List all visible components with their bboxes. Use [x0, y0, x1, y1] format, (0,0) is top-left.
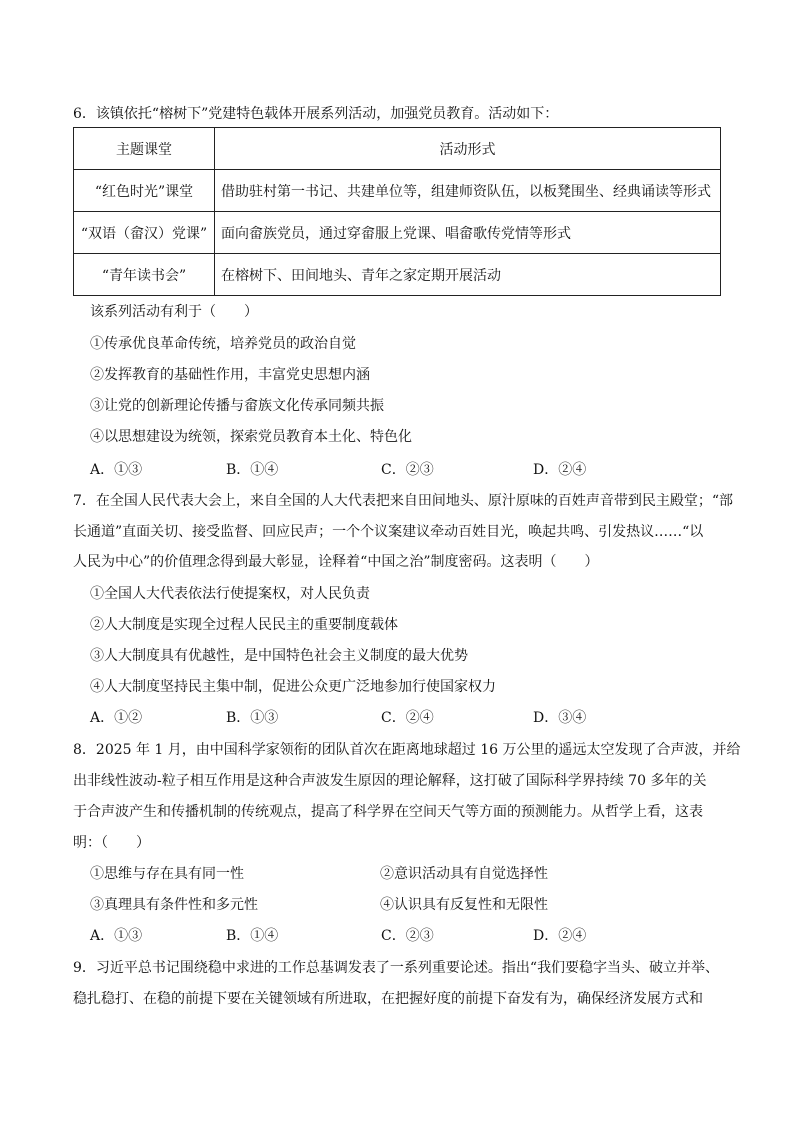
- q7-item: ②人大制度是实现全过程人民民主的重要制度载体: [90, 617, 398, 633]
- q8-item: ①思维与存在具有同一性: [90, 866, 244, 882]
- table-header-row: [74, 128, 721, 170]
- table-cell: “双语（畲汉）党课”: [74, 212, 215, 254]
- table-row: [74, 254, 721, 296]
- q9-stem-line: 稳扎稳打、在稳的前提下要在关键领域有所进取，在把握好度的前提下奋发有为，确保经济发展方式和: [73, 991, 703, 1007]
- q6-item: ②发挥教育的基础性作用，丰富党史思想内涵: [90, 367, 370, 383]
- q6-stem: 6．该镇依托“榕树下”党建特色载体开展系列活动，加强党员教育。活动如下：: [73, 106, 559, 122]
- q6-item: ④以思想建设为统领，探索党员教育本土化、特色化: [90, 429, 412, 445]
- q8-stem-line: 出非线性波动-粒子相互作用是这种合声波发生原因的理论解释，这打破了国际科学界持续 70 多年的关: [73, 773, 707, 789]
- q6-option-d[interactable]: D．②④: [533, 462, 587, 478]
- q6-item: ①传承优良革命传统，培养党员的政治自觉: [90, 336, 356, 352]
- q7-option-a[interactable]: A．①②: [90, 710, 143, 726]
- q6-option-a[interactable]: A．①③: [90, 462, 143, 478]
- table-cell: 在榕树下、田间地头、青年之家定期开展活动: [215, 254, 721, 296]
- q6-item: ③让党的创新理论传播与畲族文化传承同频共振: [90, 398, 384, 414]
- q7-item: ①全国人大代表依法行使提案权，对人民负责: [90, 586, 370, 602]
- q8-stem-line: 8．2025 年 1 月，由中国科学家领衔的团队首次在距离地球超过 16 万公里的遥远太空发现了合声波，并给: [73, 742, 741, 758]
- q8-option-c[interactable]: C．②③: [381, 928, 434, 944]
- q8-stem-line: 于合声波产生和传播机制的传统观点，提高了科学界在空间天气等方面的预测能力。从哲学上看，这表: [73, 804, 703, 820]
- q8-stem-line: 明：（ ）: [73, 835, 150, 851]
- table-header-cell: 主题课堂: [74, 128, 215, 170]
- q8-option-a[interactable]: A．①③: [90, 928, 143, 944]
- q6-activity-table: [73, 127, 721, 296]
- q7-stem-line: 7．在全国人民代表大会上，来自全国的人大代表把来自田间地头、原汁原味的百姓声音带到民主殿堂；“部: [73, 493, 734, 509]
- q6-option-c[interactable]: C．②③: [381, 462, 434, 478]
- table-row: [74, 170, 721, 212]
- q7-stem-line: 长通道”直面关切、接受监督、回应民声；一个个议案建议牵动百姓目光，唤起共鸣、引发热议……“以: [73, 524, 704, 540]
- q9-stem-line: 9．习近平总书记围绕稳中求进的工作总基调发表了一系列重要论述。指出“我们要稳字当头、破立并举、: [73, 960, 720, 976]
- q7-option-b[interactable]: B．①③: [226, 710, 279, 726]
- table-header-cell: 活动形式: [215, 128, 721, 170]
- q8-option-b[interactable]: B．①④: [226, 928, 279, 944]
- table-cell: “红色时光”课堂: [74, 170, 215, 212]
- table-cell: “青年读书会”: [74, 254, 215, 296]
- q8-item: ③真理具有条件性和多元性: [90, 897, 258, 913]
- q7-item: ③人大制度具有优越性，是中国特色社会主义制度的最大优势: [90, 648, 468, 664]
- table-cell: 借助驻村第一书记、共建单位等，组建师资队伍，以板凳围坐、经典诵读等形式: [215, 170, 721, 212]
- q6-question: 该系列活动有利于（ ）: [90, 304, 258, 320]
- q7-item: ④人大制度坚持民主集中制，促进公众更广泛地参加行使国家权力: [90, 679, 496, 695]
- q8-item: ②意识活动具有自觉选择性: [380, 866, 548, 882]
- q7-option-c[interactable]: C．②④: [381, 710, 434, 726]
- q7-stem-line: 人民为中心”的价值理念得到最大彰显，诠释着“中国之治”制度密码。这表明（ ）: [73, 554, 599, 570]
- q6-option-b[interactable]: B．①④: [226, 462, 279, 478]
- q8-item: ④认识具有反复性和无限性: [380, 897, 548, 913]
- q8-option-d[interactable]: D．②④: [533, 928, 587, 944]
- table-row: [74, 212, 721, 254]
- q7-option-d[interactable]: D．③④: [533, 710, 587, 726]
- table-cell: 面向畲族党员，通过穿畲服上党课、唱畲歌传党情等形式: [215, 212, 721, 254]
